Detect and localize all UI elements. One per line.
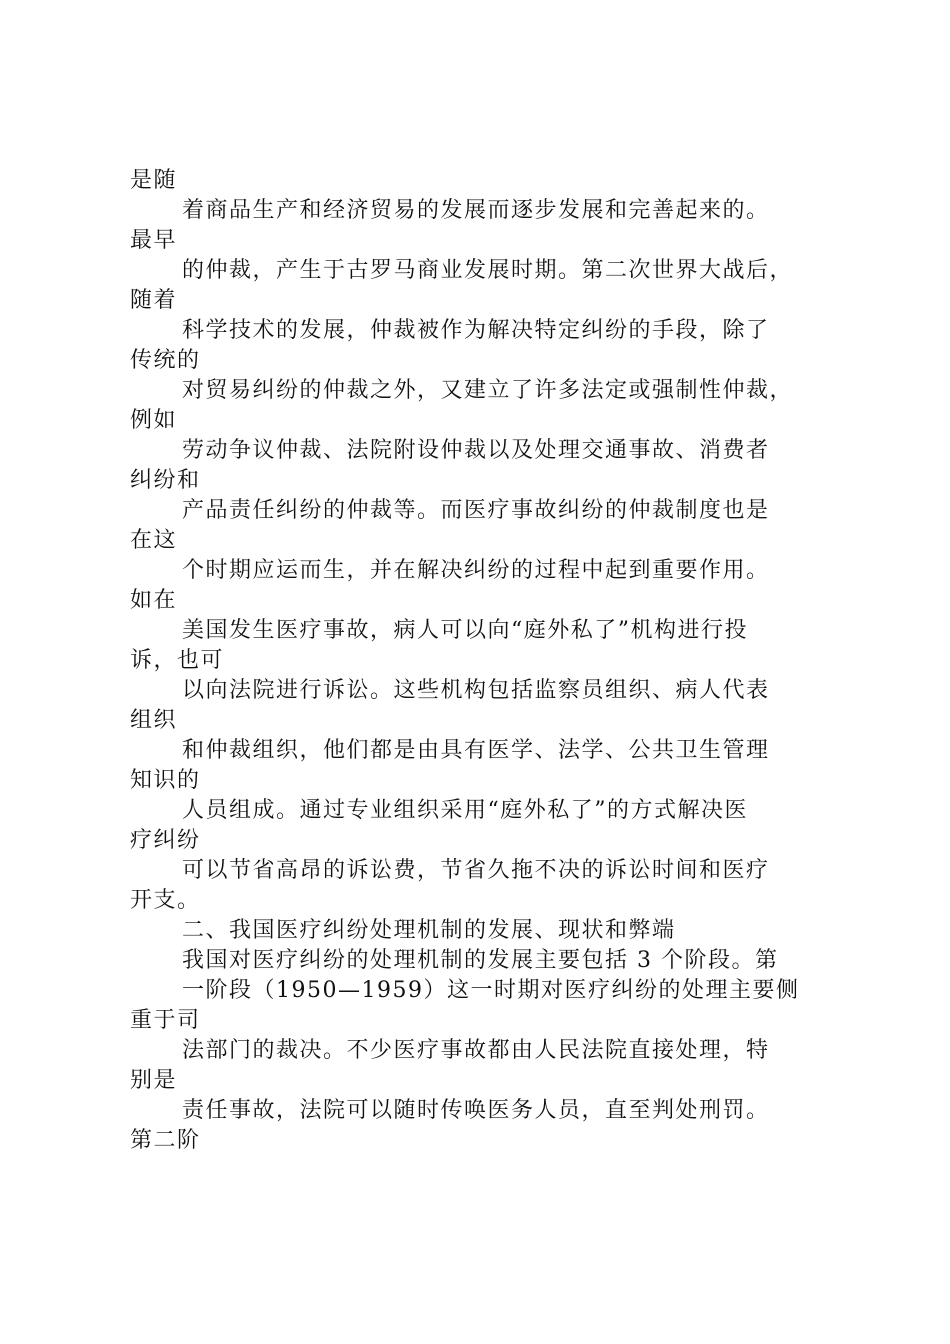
text-line: 例如 [130, 408, 178, 433]
text-line: 组织 [130, 708, 178, 733]
text-line: 传统的 [130, 348, 201, 373]
text-line: 一阶段（1950—1959）这一时期对医疗纠纷的处理主要侧 [182, 978, 800, 1003]
text-line: 劳动争议仲裁、法院附设仲裁以及处理交通事故、消费者 [182, 438, 770, 463]
text-line: 科学技术的发展，仲裁被作为解决特定纠纷的手段，除了 [182, 318, 770, 343]
text-line: 别是 [130, 1068, 178, 1093]
body-text [130, 166, 850, 1156]
text-line: 的仲裁，产生于古罗马商业发展时期。第二次世界大战后， [182, 258, 794, 283]
text-line: 美国发生医疗事故，病人可以向“庭外私了”机构进行投 [182, 618, 748, 643]
text-line: 第二阶 [130, 1128, 201, 1153]
text-line: 重于司 [130, 1008, 201, 1033]
text-line: 法部门的裁决。不少医疗事故都由人民法院直接处理，特 [182, 1038, 770, 1063]
text-line: 知识的 [130, 768, 201, 793]
text-line: 开支。 [130, 888, 201, 913]
text-line: 人员组成。通过专业组织采用“庭外私了”的方式解决医 [182, 798, 748, 823]
text-line: 我国对医疗纠纷的处理机制的发展主要包括 3 个阶段。第 [182, 948, 779, 973]
text-line: 产品责任纠纷的仲裁等。而医疗事故纠纷的仲裁制度也是 [182, 498, 770, 523]
text-line: 最早 [130, 228, 178, 253]
text-line: 在这 [130, 528, 178, 553]
text-line: 着商品生产和经济贸易的发展而逐步发展和完善起来的。 [182, 198, 770, 223]
text-line: 个时期应运而生，并在解决纠纷的过程中起到重要作用。 [182, 558, 770, 583]
text-line: 可以节省高昂的诉讼费，节省久拖不决的诉讼时间和医疗 [182, 858, 770, 883]
text-line: 疗纠纷 [130, 828, 201, 853]
text-line: 随着 [130, 288, 178, 313]
text-line: 责任事故，法院可以随时传唤医务人员，直至判处刑罚。 [182, 1098, 770, 1123]
text-line: 如在 [130, 588, 178, 613]
text-line: 以向法院进行诉讼。这些机构包括监察员组织、病人代表 [182, 678, 770, 703]
text-line: 诉，也可 [130, 648, 225, 673]
section-heading: 二、我国医疗纠纷处理机制的发展、现状和弊端 [182, 918, 676, 943]
text-line: 是随 [130, 168, 178, 193]
text-line: 对贸易纠纷的仲裁之外，又建立了许多法定或强制性仲裁， [182, 378, 794, 403]
text-line: 和仲裁组织，他们都是由具有医学、法学、公共卫生管理 [182, 738, 770, 763]
text-line: 纠纷和 [130, 468, 201, 493]
